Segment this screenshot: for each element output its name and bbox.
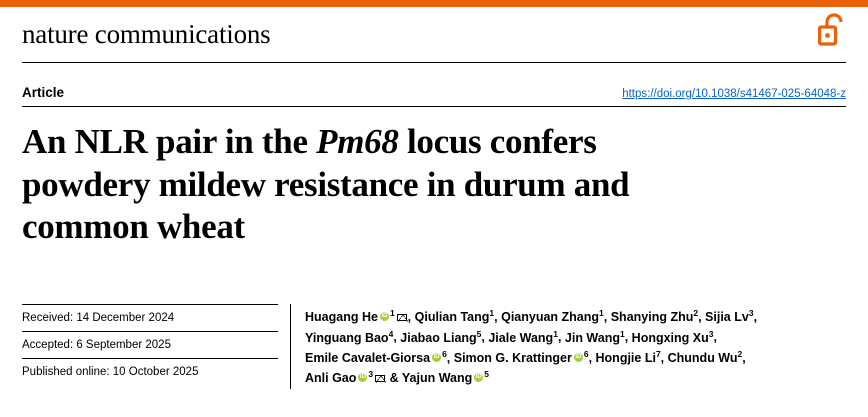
- author-name: Hongjie Li: [595, 350, 656, 365]
- author-name: Huagang He: [305, 310, 378, 325]
- author-separator: ,: [713, 330, 717, 345]
- author-name: Sijia Lv: [705, 310, 749, 325]
- author-entry[interactable]: [595, 348, 661, 365]
- author-entry[interactable]: [400, 328, 482, 345]
- author-name: Simon G. Krattinger: [453, 350, 572, 365]
- author-name: Hongxing Xu: [631, 330, 709, 345]
- author-separator: ,: [624, 330, 632, 345]
- author-name: Chundu Wu: [667, 350, 738, 365]
- article-meta-divider: [22, 106, 846, 107]
- affiliation-marker[interactable]: 4: [388, 328, 394, 339]
- author-line: [305, 368, 846, 388]
- author-entry[interactable]: [402, 371, 489, 385]
- article-type-label: Article: [22, 85, 65, 100]
- author-name: Yinguang Bao: [305, 330, 389, 345]
- publication-meta: [22, 304, 846, 389]
- author-entry[interactable]: [453, 348, 589, 365]
- author-separator: ,: [407, 310, 415, 325]
- doi-link[interactable]: https://doi.org/10.1038/s41467-025-64048-z: [622, 88, 846, 100]
- author-entry[interactable]: [488, 328, 558, 345]
- author-entry[interactable]: [611, 310, 698, 324]
- author-entry[interactable]: [305, 371, 386, 385]
- author-entry[interactable]: [705, 310, 754, 324]
- title-part-1: An NLR pair in the: [22, 122, 317, 161]
- affiliation-marker[interactable]: 3: [748, 308, 754, 318]
- author-entry[interactable]: [631, 328, 717, 345]
- author-separator: ,: [698, 310, 706, 325]
- author-name: Anli Gao: [305, 371, 357, 386]
- affiliation-marker[interactable]: 3: [708, 328, 714, 339]
- masthead: [0, 7, 868, 53]
- author-entry[interactable]: [305, 348, 447, 365]
- author-separator: ,: [742, 350, 746, 365]
- author-line: [305, 327, 846, 347]
- author-list: [290, 304, 846, 389]
- date-accepted: Accepted: 6 September 2025: [22, 339, 171, 351]
- author-separator: ,: [494, 310, 502, 325]
- date-published: Published online: 10 October 2025: [22, 366, 199, 378]
- title-italic-gene: Pm68: [316, 122, 399, 161]
- author-name: Qianyuan Zhang: [501, 310, 600, 325]
- author-name: Qiulian Tang: [414, 310, 490, 325]
- orcid-icon[interactable]: [380, 312, 389, 321]
- affiliation-marker[interactable]: 6: [583, 348, 589, 359]
- affiliation-marker[interactable]: 1: [599, 308, 604, 318]
- author-separator: ,: [603, 310, 611, 325]
- title-part-2: locus confers powdery mildew resistance in durum and common wheat: [22, 122, 630, 247]
- author-separator: ,: [753, 310, 758, 325]
- affiliation-marker[interactable]: 3: [368, 369, 374, 380]
- open-access-lock-icon: [818, 13, 844, 47]
- page-title: [22, 121, 662, 249]
- author-entry[interactable]: [501, 310, 604, 324]
- author-name: Shanying Zhu: [610, 310, 694, 325]
- author-line: [305, 348, 846, 368]
- dates-column: [22, 304, 290, 389]
- author-separator: ,: [660, 350, 668, 365]
- author-entry[interactable]: [305, 328, 394, 345]
- orcid-icon[interactable]: [358, 373, 367, 382]
- affiliation-marker[interactable]: 7: [655, 348, 661, 359]
- affiliation-marker[interactable]: 1: [389, 308, 395, 318]
- article-meta-line: [22, 63, 846, 106]
- author-separator: ,: [557, 330, 565, 345]
- email-icon[interactable]: [397, 314, 407, 321]
- orcid-icon[interactable]: [574, 353, 583, 362]
- author-name: Jiabao Liang: [400, 330, 477, 345]
- affiliation-marker[interactable]: 5: [484, 369, 489, 380]
- author-name: Jin Wang: [564, 330, 620, 345]
- affiliation-marker[interactable]: 1: [553, 328, 558, 339]
- author-separator: ,: [481, 330, 489, 345]
- author-entry[interactable]: [564, 328, 625, 345]
- author-name: Emile Cavalet-Giorsa: [305, 350, 431, 365]
- date-received: Received: 14 December 2024: [22, 312, 175, 324]
- brand-accent-bar: [0, 0, 868, 7]
- orcid-icon[interactable]: [432, 353, 441, 362]
- author-separator: ,: [446, 350, 454, 365]
- author-entry[interactable]: [305, 310, 408, 324]
- journal-title: nature communications: [22, 19, 271, 49]
- affiliation-marker[interactable]: 1: [489, 308, 495, 318]
- affiliation-marker[interactable]: 6: [442, 348, 447, 359]
- affiliation-marker[interactable]: 2: [737, 348, 743, 359]
- affiliation-marker[interactable]: 1: [619, 328, 625, 339]
- author-entry[interactable]: [667, 348, 746, 365]
- email-icon[interactable]: [375, 375, 385, 382]
- author-entry[interactable]: [415, 310, 495, 324]
- orcid-icon[interactable]: [474, 373, 483, 382]
- author-line: [305, 307, 846, 327]
- author-name: Jiale Wang: [488, 330, 554, 345]
- author-separator: &: [386, 371, 402, 386]
- author-separator: ,: [588, 350, 596, 365]
- affiliation-marker[interactable]: 5: [476, 328, 482, 339]
- affiliation-marker[interactable]: 2: [693, 308, 699, 318]
- author-separator: ,: [393, 330, 401, 345]
- author-name: Yajun Wang: [401, 371, 473, 386]
